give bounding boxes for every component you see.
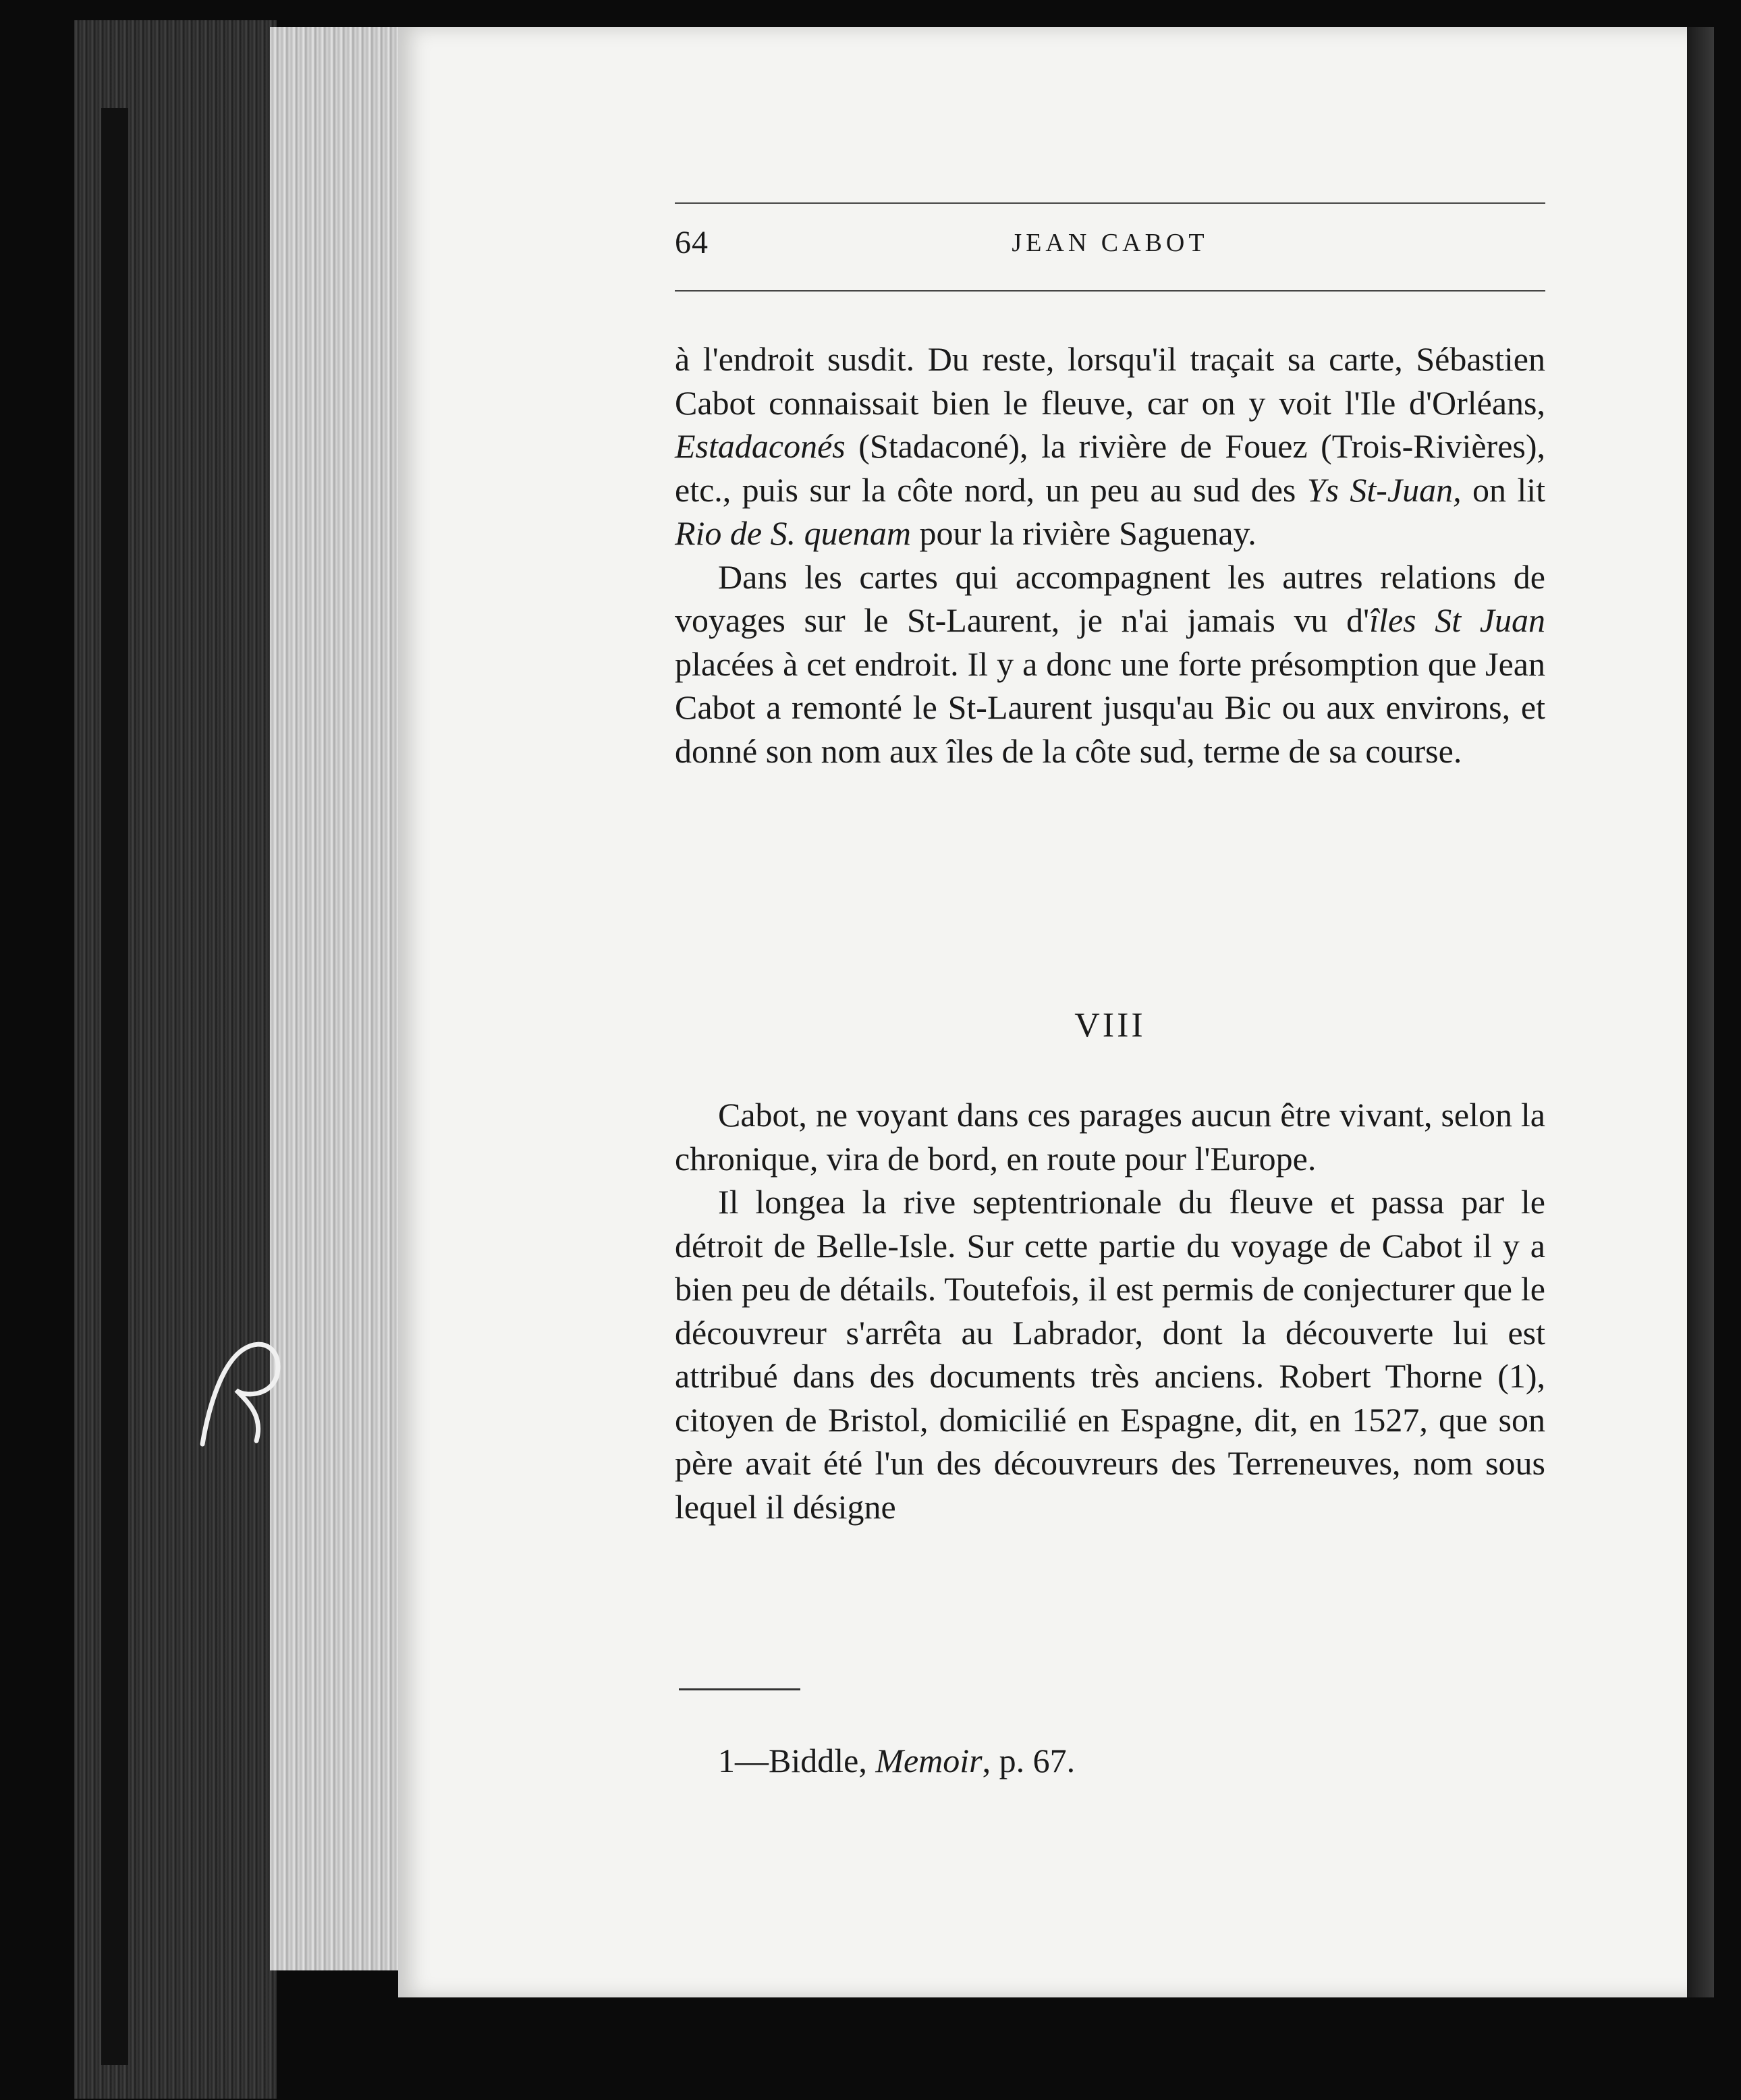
footnote-suffix: , p. 67. (982, 1742, 1076, 1779)
text-run: Cabot, ne voyant dans ces parages aucun être vivant, selon la chronique, vira de bord, en route pour l'Europe. (675, 1096, 1545, 1178)
text-run: (Stadaconé), la rivière de Fouez (Trois-Rivières), etc., puis sur la côte nord, un peu au sud des (675, 427, 1545, 509)
italic-text: îles St Juan (1369, 601, 1545, 639)
text-run: pour la rivière Saguenay. (910, 514, 1256, 552)
footnote-title: Memoir (875, 1742, 983, 1779)
text-run: Il longea la rive septentrionale du fleuve et passa par le détroit de Belle-Isle. Sur cette partie du voyage de Cabot il y a bien peu de détails. Toutefois, il est permis de conjecturer que le découvreur s'arrêta au Labrador, dont la découverte lui est attribué dans des documents très anciens. Robert Thorne (1), citoyen de Bristol, domicilié en Espagne, dit, en 1527, que son père avait été l'un des découvreurs des Terreneuves, nom sous lequel il désigne (675, 1183, 1545, 1526)
footnote-rule (679, 1688, 800, 1690)
text-run: à l'endroit susdit. Du reste, lorsqu'il traçait sa carte, Sébastien Cabot connaissait bien le fleuve, car on y voit l'Ile d'Orléans, (675, 340, 1545, 422)
cover-edge (1687, 27, 1714, 1997)
text-run: on lit (1461, 470, 1545, 509)
body-text-bottom (675, 1093, 1545, 1528)
text-run: placées à cet endroit. Il y a donc une forte présomption que Jean Cabot a remonté le St-Laurent jusqu'au Bic ou aux environs, et donné son nom aux îles de la côte sud, terme de sa course. (675, 644, 1545, 770)
spine-shadow (101, 108, 128, 2065)
body-text-top (675, 337, 1545, 773)
running-header (675, 224, 1545, 265)
running-title: JEAN CABOT (1012, 229, 1209, 257)
page-number: 64 (675, 225, 709, 260)
paragraph (675, 555, 1545, 773)
header-top-rule (675, 202, 1545, 204)
footnote-prefix: 1—Biddle, (718, 1742, 876, 1779)
paragraph (675, 1093, 1545, 1180)
pencil-annotation-mark (182, 1323, 290, 1458)
page-edges (270, 27, 405, 1970)
italic-text: Ys St-Juan, (1306, 470, 1462, 509)
text-run: Dans les cartes qui accompagnent les autres relations de voyages sur le St-Laurent, je n'ai jamais vu d' (675, 557, 1545, 639)
italic-text: Estadaconés (675, 427, 846, 465)
italic-text: Rio de S. quenam (675, 514, 911, 552)
paragraph (675, 337, 1545, 555)
footnote (718, 1741, 1075, 1780)
section-heading: VIII (1074, 1006, 1146, 1045)
header-bottom-rule (675, 290, 1545, 292)
paragraph (675, 1180, 1545, 1528)
